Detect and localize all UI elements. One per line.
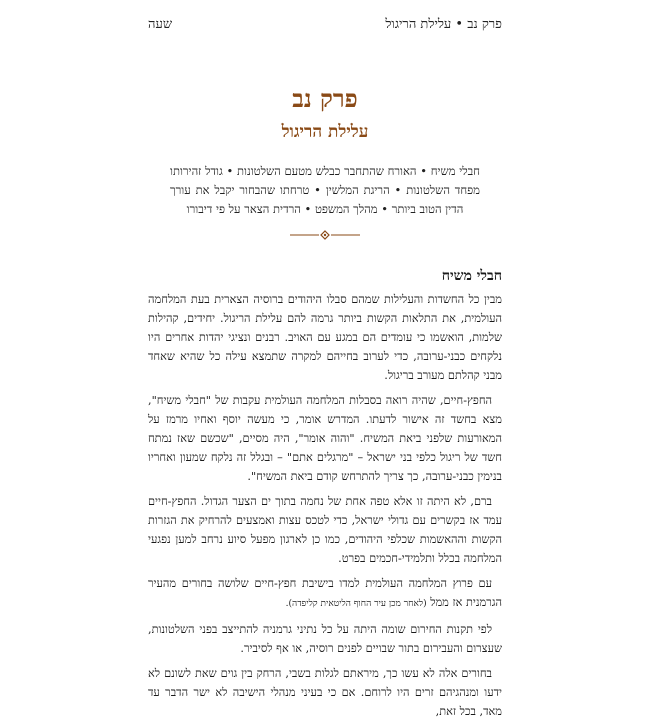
chapter-title: עלילת הריגול (281, 122, 369, 142)
paragraph: מבין כל החשדות והעלילות שמהם סבלו היהודים ברוסיה הצארית בעת המלחמה העולמית, את התלאות הקשות ביותר גרמה להם עלילת הריגול. יחידים, קהילות שלמות, הואשמו כי עומדים הם במגע עם האויב. רבנים ונציגי יהדות אחרים היו נלקחים כבני-ערובה, כדי לערוב בחייהם למקרה שתמצא עילה כל שהיא שאחד מבני קהלתם מעורב בריגול. (148, 293, 502, 382)
section-heading: חבלי משיח (441, 268, 502, 284)
body-text (148, 290, 502, 727)
chapter-number: פרק נב (292, 84, 358, 113)
paragraph: ברם, לא היתה זו אלא טפה אחת של נחמה בתוך ים הצער הגדול. החפץ-חיים עמד אז בקשרים עם גדולי ישראל, כדי לטכס עצות ואמצעים להרחיק את הגזרות הקשות וההאשמות שכלפי היהודים, כמו כן לארגון מפעל סיוע נרחב למען נפגעי המלחמה בכלל ותלמידי-חכמים בפרט. (148, 495, 502, 565)
paragraph-text: עם פרוץ המלחמה העולמית למדו בישיבת חפץ-חיים שלושה בחורים מהעיר הגרמנית אז ממל (148, 577, 502, 609)
divider-ornament-icon (0, 230, 650, 240)
paragraph: החפץ-חיים, שהיה רואה בסבלות המלחמה העולמית עקבות של "חבלי משיח", מצא בחשד זה אישור לדעתו. המדרש אומר, כי מעשה יוסף ואחיו מרמז על המאורעות שלפני ביאת המשיח. "והוה אומר", היה מסיים, "שכשם שאז נמתח חשד של ריגול כלפי בני ישראל – "מרגלים אתם" – ובגלל זה נלקח שמעון ואחריו בנימין כבני-ערובה, כך צריך להתרחש קודם ביאת המשיח". (148, 394, 502, 483)
chapter-reference: פרק נב • עלילת הריגול (385, 17, 502, 32)
footnote-remark: (לאחר מכן עיר החוף הליטאית קליפדה). (285, 599, 427, 609)
page-number: שעה (148, 17, 173, 32)
running-header (148, 16, 502, 32)
paragraph: בחורים אלה לא עשו כך, מיראתם לגלות בשבי, הרחק בין גוים שאת לשונם לא ידעו ומנהגיהם זרים היו לרוחם. אם כי בעיני מנהלי הישיבה לא ישר הדבר עד מאד, בכל זאת, (148, 667, 502, 718)
paragraph (148, 574, 502, 614)
chapter-topics: חבלי משיח • האורח שהתחבר כבלש מטעם השלטונות • גודל זהירותו מפחד השלטונות • הריגת המלשין • טרחתו שהבחור יקבל את עורך הדין הטוב ביותר • מהלך המשפט • הרדית הצאר על פי דיבורו (170, 164, 480, 216)
paragraph: לפי תקנות החירום שומה היתה על כל נתיני גרמניה להתייצב בפני השלטונות, שעצרום והעבירום בתור שבויים לפנים רוסיה, או אף לסיביר. (148, 623, 502, 655)
